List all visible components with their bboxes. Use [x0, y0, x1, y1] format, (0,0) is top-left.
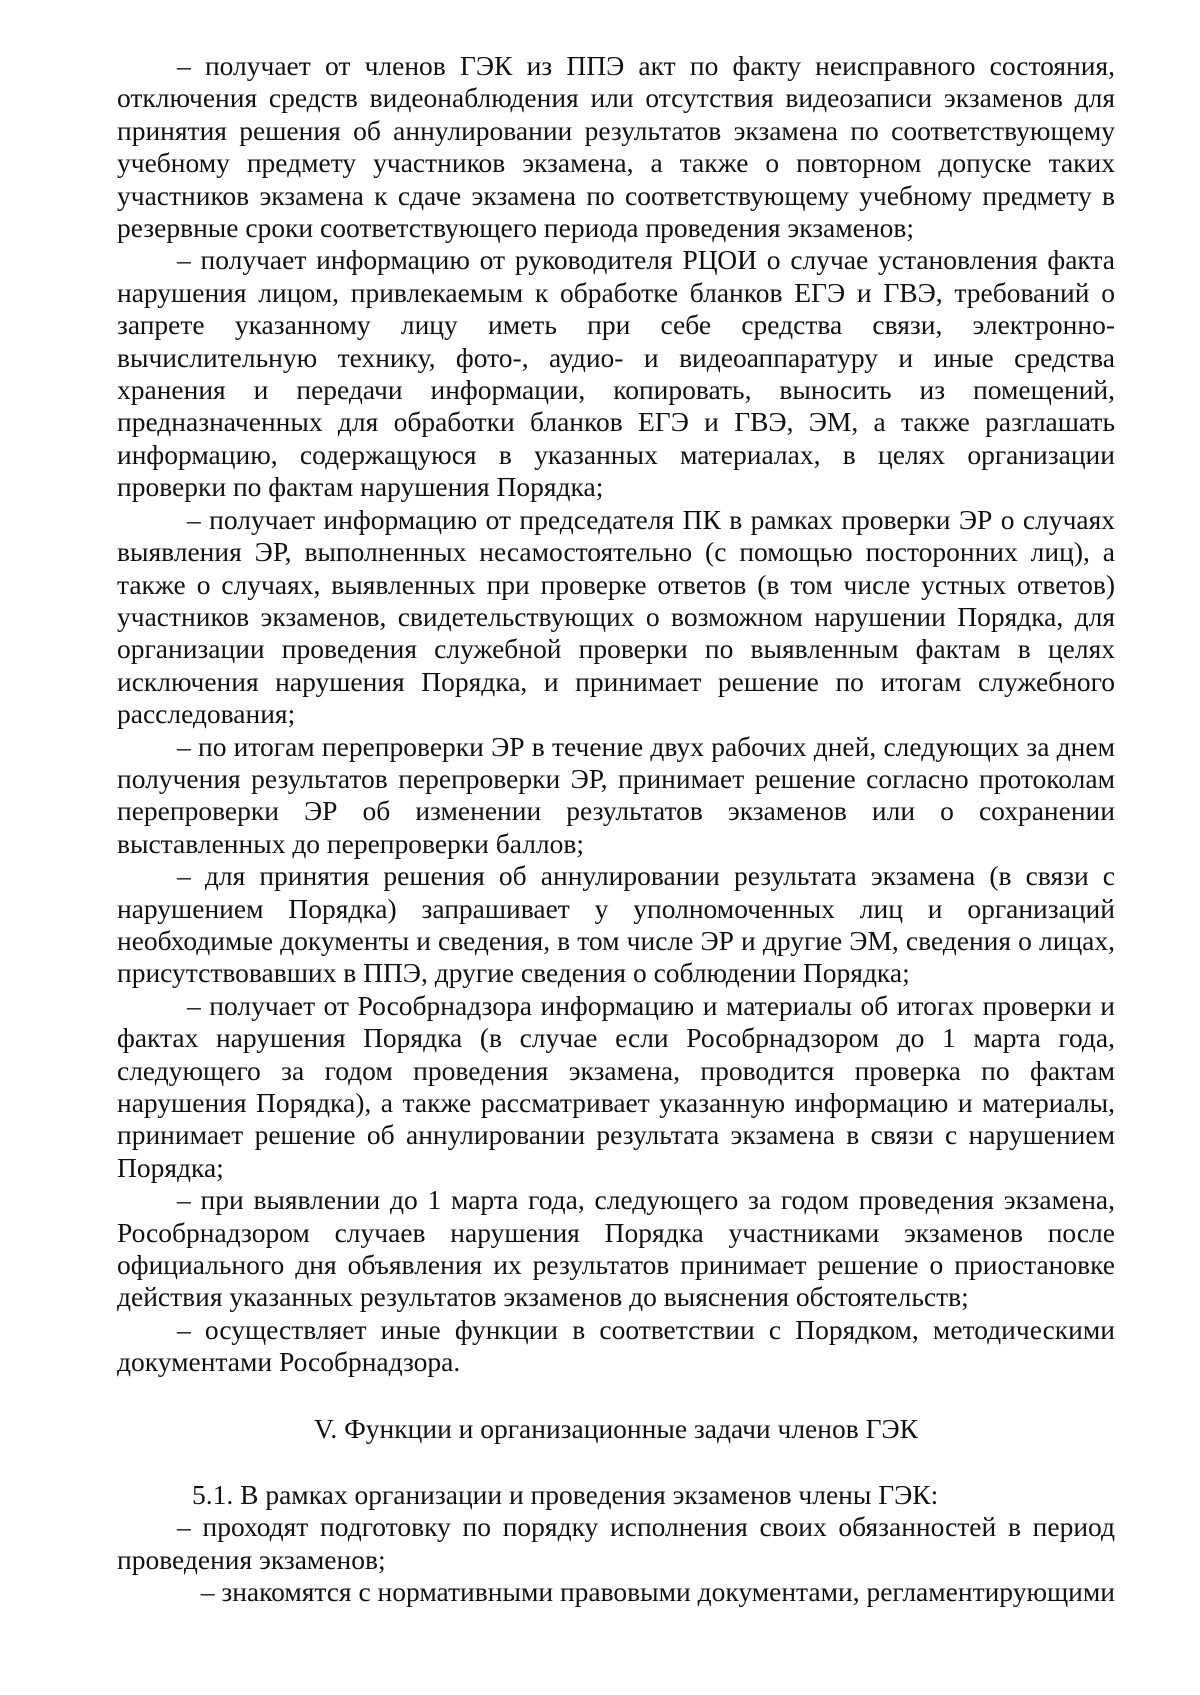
clause-5-1-intro: 5.1. В рамках организации и проведения экзаменов члены ГЭК: — [192, 1479, 939, 1511]
paragraph-rosobrnadzor-materials: – получает от Рособрнадзора информацию и материалы об итогах проверки и фактах нарушения Порядка (в случае если Рособрнадзором до 1 марта года, следующего за годом проведения экзамена, проводится проверка по фактам нарушения Порядка), а также рассматривает указанную информацию и материалы, принимает решение об аннулировании результата экзамена в связи с нарушением Порядка; — [117, 989, 1115, 1183]
document-page — [117, 50, 1115, 1609]
paragraph-recheck-decision: – по итогам перепроверки ЭР в течение двух рабочих дней, следующих за днем получения результатов перепроверки ЭР, принимает решение согласно протоколам перепроверки ЭР об изменении результатов экзаменов или о сохранении выставленных до перепроверки баллов; — [117, 730, 1115, 859]
clause-item-training: – проходят подготовку по порядку исполнения своих обязанностей в период проведения экзаменов; — [117, 1511, 1115, 1575]
paragraph-request-documents: – для принятия решения об аннулировании результата экзамена (в связи с нарушением Порядка) запрашивает у уполномоченных лиц и организаций необходимые документы и сведения, в том числе ЭР и другие ЭМ, сведения о лицах, присутствовавших в ППЭ, другие сведения о соблюдении Порядка; — [117, 860, 1115, 989]
paragraph-ppe-video-act: – получает от членов ГЭК из ППЭ акт по факту неисправного состояния, отключения средств видеонаблюдения или отсутствия видеозаписи экзаменов для принятия решения об аннулировании результатов экзамена по соответствующему учебному предмету участников экзамена, а также о повторном допуске таких участников экзамена к сдаче экзамена по соответствующему учебному предмету в резервные сроки соответствующего периода проведения экзаменов; — [117, 50, 1115, 244]
paragraph-rcoi-violation-info: – получает информацию от руководителя РЦОИ о случае установления факта нарушения лицом, привлекаемым к обработке бланков ЕГЭ и ГВЭ, требований о запрете указанному лицу иметь при себе средства связи, электронно-вычислительную технику, фото-, аудио- и видеоаппаратуру и иные средства хранения и передачи информации, копировать, выносить из помещений, предназначенных для обработки бланков ЕГЭ и ГВЭ, ЭМ, а также разглашать информацию, содержащуюся в указанных материалах, в целях организации проверки по фактам нарушения Порядка; — [117, 244, 1115, 503]
section-heading: V. Функции и организационные задачи членов ГЭК — [314, 1412, 918, 1444]
clause-item-regulations: – знакомятся с нормативными правовыми документами, регламентирующими — [200, 1576, 1115, 1608]
paragraph-pk-check-info: – получает информацию от председателя ПК в рамках проверки ЭР о случаях выявления ЭР, выполненных несамостоятельно (с помощью посторонних лиц), а также о случаях, выявленных при проверке ответов (в том числе устных ответов) участников экзаменов, свидетельствующих о возможном нарушении Порядка, для организации проведения служебной проверки по выявленным фактам в целях исключения нарушения Порядка, и принимает решение по итогам служебного расследования; — [117, 503, 1115, 730]
paragraph-suspension-decision: – при выявлении до 1 марта года, следующего за годом проведения экзамена, Рособрнадзором случаев нарушения Порядка участниками экзаменов после официального дня объявления их результатов принимает решение о приостановке действия указанных результатов экзаменов до выяснения обстоятельств; — [117, 1184, 1115, 1313]
paragraph-other-functions: – осуществляет иные функции в соответствии с Порядком, методическими документами Рособрнадзора. — [117, 1313, 1115, 1378]
